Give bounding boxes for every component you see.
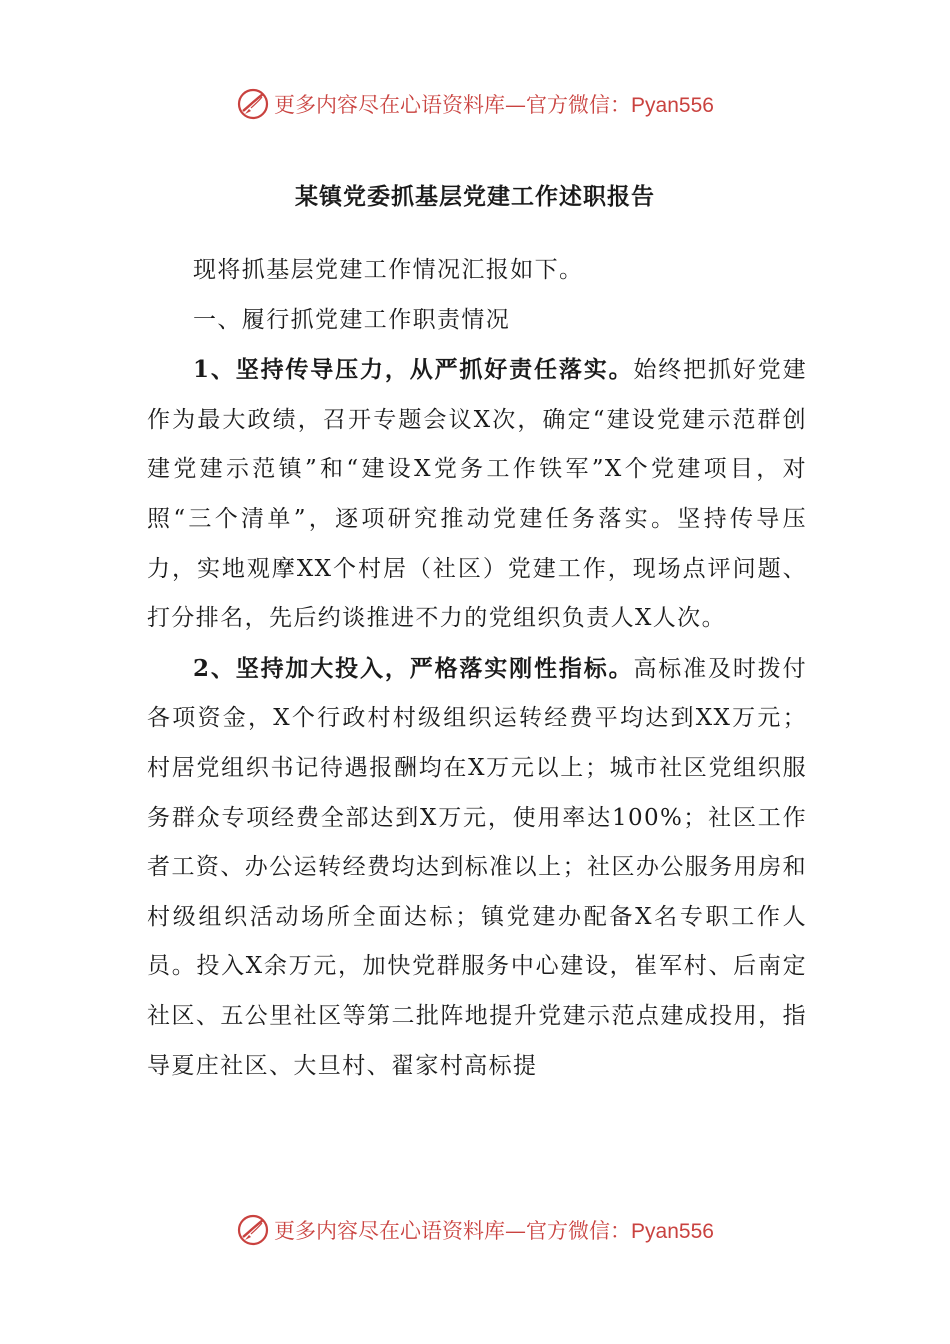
watermark-text: 更多内容尽在心语资料库—官方微信：Pyan556	[274, 1219, 714, 1243]
intro-paragraph: 现将抓基层党建工作情况汇报如下。	[193, 257, 584, 283]
item-1-heading: 1、坚持传导压力，从严抓好责任落实。	[193, 356, 634, 384]
item-1-paragraph	[147, 345, 807, 644]
document-body	[147, 246, 807, 1091]
watermark-footer	[0, 1210, 950, 1250]
pen-logo-icon	[236, 87, 270, 121]
watermark-wechat-id: Pyan556	[631, 1220, 714, 1243]
watermark-text: 更多内容尽在心语资料库—官方微信：Pyan556	[274, 93, 714, 117]
item-2-heading: 2、坚持加大投入，严格落实刚性指标。	[193, 654, 634, 682]
page-title: 某镇党委抓基层党建工作述职报告	[295, 183, 655, 210]
section-heading: 一、履行抓党建工作职责情况	[193, 306, 511, 333]
pen-logo-icon	[236, 1213, 270, 1247]
item-1-text: 始终把抓好党建作为最大政绩，召开专题会议X次，确定“建设党建示范群创建党建示范镇”和“建设X党务工作铁军”X个党建项目，对照“三个清单”，逐项研究推动党建任务落实。坚持传导压力，实地观摩XX个村居（社区）党建工作，现场点评问题、打分排名，先后约谈推进不力的党组织负责人X人次。	[147, 357, 807, 632]
watermark-header	[0, 84, 950, 124]
item-2-paragraph	[147, 644, 807, 1091]
watermark-wechat-id: Pyan556	[631, 94, 714, 117]
item-2-text: 高标准及时拨付各项资金，X个行政村村级组织运转经费平均达到XX万元；村居党组织书记待遇报酬均在X万元以上；城市社区党组织服务群众专项经费全部达到X万元，使用率达100%；社区工作者工资、办公运转经费均达到标准以上；社区办公服务用房和村级组织活动场所全面达标；镇党建办配备X名专职工作人员。投入X余万元，加快党群服务中心建设，崔军村、后南定社区、五公里社区等第二批阵地提升党建示范点建成投用，指导夏庄社区、大旦村、翟家村高标提	[147, 655, 808, 1079]
